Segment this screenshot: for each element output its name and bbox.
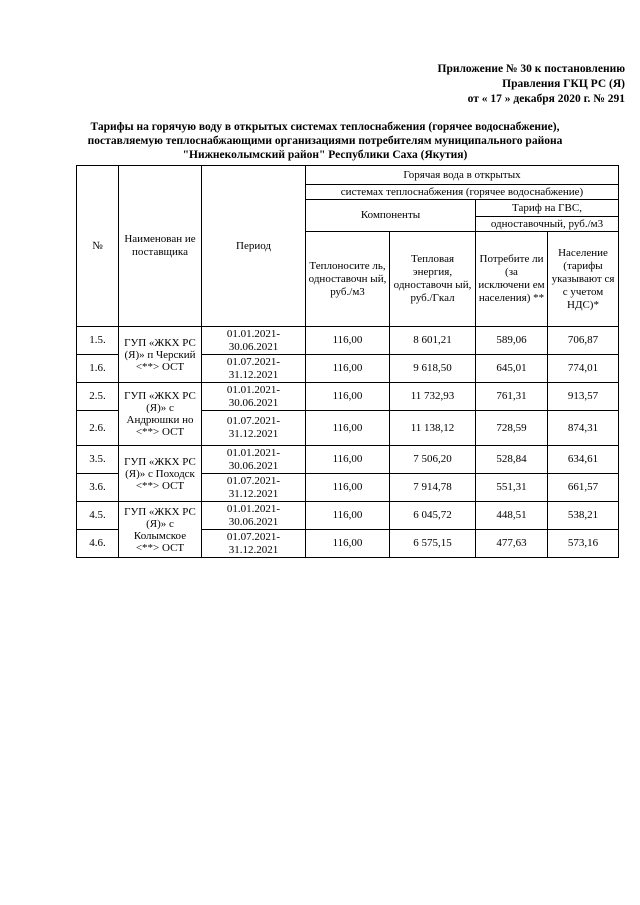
row-period: 01.07.2021- 31.12.2021 <box>202 530 306 558</box>
header-population: Население (тарифы указывают ся с учетом НДС)* <box>548 232 619 327</box>
row-heat-carrier: 116,00 <box>306 355 390 383</box>
row-population: 538,21 <box>548 502 619 530</box>
title-line-2: поставляемую теплоснабжающими организациями потребителям муниципального района <box>87 135 563 147</box>
table-row <box>77 327 619 355</box>
row-population: 706,87 <box>548 327 619 355</box>
header-components: Компоненты <box>306 200 476 232</box>
row-consumers: 761,31 <box>476 383 548 411</box>
row-number: 3.5. <box>77 446 119 474</box>
row-heat-energy: 7 914,78 <box>390 474 476 502</box>
row-population: 573,16 <box>548 530 619 558</box>
row-heat-energy: 8 601,21 <box>390 327 476 355</box>
row-number: 4.5. <box>77 502 119 530</box>
header-heat-systems: системах теплоснабжения (горячее водоснабжение) <box>306 185 619 200</box>
row-period: 01.01.2021- 30.06.2021 <box>202 383 306 411</box>
row-consumers: 477,63 <box>476 530 548 558</box>
row-population: 661,57 <box>548 474 619 502</box>
row-period: 01.01.2021- 30.06.2021 <box>202 502 306 530</box>
supplier-name: ГУП «ЖКХ РС (Я)» с Андрюшки но <**> ОСТ <box>119 383 202 446</box>
supplier-name: ГУП «ЖКХ РС (Я)» с Колымское <**> ОСТ <box>119 502 202 558</box>
row-heat-energy: 7 506,20 <box>390 446 476 474</box>
row-period: 01.07.2021- 31.12.2021 <box>202 474 306 502</box>
supplier-name: ГУП «ЖКХ РС (Я)» п Черский <**> ОСТ <box>119 327 202 383</box>
row-consumers: 528,84 <box>476 446 548 474</box>
row-period: 01.01.2021- 30.06.2021 <box>202 446 306 474</box>
row-heat-carrier: 116,00 <box>306 530 390 558</box>
row-number: 3.6. <box>77 474 119 502</box>
row-heat-energy: 6 045,72 <box>390 502 476 530</box>
header-heat-carrier: Теплоносите ль, одноставочн ый, руб./м3 <box>306 232 390 327</box>
row-consumers: 551,31 <box>476 474 548 502</box>
title-line-3: "Нижнеколымский район" Республики Саха (Якутия) <box>182 149 468 161</box>
header-line-board: Правления ГКЦ РС (Я) <box>502 78 625 90</box>
row-population: 634,61 <box>548 446 619 474</box>
row-number: 1.5. <box>77 327 119 355</box>
row-heat-carrier: 116,00 <box>306 502 390 530</box>
row-heat-carrier: 116,00 <box>306 411 390 446</box>
row-heat-carrier: 116,00 <box>306 446 390 474</box>
row-number: 1.6. <box>77 355 119 383</box>
row-consumers: 448,51 <box>476 502 548 530</box>
header-tariff-gvs: Тариф на ГВС, <box>476 200 619 217</box>
header-consumers: Потребите ли (за исключени ем населения) ** <box>476 232 548 327</box>
header-line-date: от « 17 » декабря 2020 г. № 291 <box>467 93 625 105</box>
table-row <box>77 383 619 411</box>
header-heat-energy: Тепловая энергия, одноставочн ый, руб./Гкал <box>390 232 476 327</box>
row-number: 2.6. <box>77 411 119 446</box>
document-title <box>70 120 580 162</box>
title-line-1: Тарифы на горячую воду в открытых системах теплоснабжения (горячее водоснабжение), <box>90 121 560 133</box>
header-number: № <box>77 166 119 327</box>
row-consumers: 589,06 <box>476 327 548 355</box>
header-hot-water: Горячая вода в открытых <box>306 166 619 185</box>
row-population: 913,57 <box>548 383 619 411</box>
tariff-table <box>76 165 619 558</box>
row-consumers: 645,01 <box>476 355 548 383</box>
supplier-name: ГУП «ЖКХ РС (Я)» с Походск <**> ОСТ <box>119 446 202 502</box>
row-heat-carrier: 116,00 <box>306 383 390 411</box>
table-row <box>77 446 619 474</box>
row-population: 774,01 <box>548 355 619 383</box>
row-heat-carrier: 116,00 <box>306 474 390 502</box>
row-heat-carrier: 116,00 <box>306 327 390 355</box>
header-period: Период <box>202 166 306 327</box>
row-heat-energy: 11 138,12 <box>390 411 476 446</box>
row-period: 01.01.2021- 30.06.2021 <box>202 327 306 355</box>
header-supplier: Наименован ие поставщика <box>119 166 202 327</box>
row-heat-energy: 9 618,50 <box>390 355 476 383</box>
row-period: 01.07.2021- 31.12.2021 <box>202 411 306 446</box>
header-tariff-unit: одноставочный, руб./м3 <box>476 217 619 232</box>
row-number: 4.6. <box>77 530 119 558</box>
row-period: 01.07.2021- 31.12.2021 <box>202 355 306 383</box>
table-row <box>77 502 619 530</box>
row-heat-energy: 6 575,15 <box>390 530 476 558</box>
row-heat-energy: 11 732,93 <box>390 383 476 411</box>
document-header <box>438 62 625 107</box>
row-number: 2.5. <box>77 383 119 411</box>
header-line-appendix: Приложение № 30 к постановлению <box>437 63 625 75</box>
row-population: 874,31 <box>548 411 619 446</box>
row-consumers: 728,59 <box>476 411 548 446</box>
